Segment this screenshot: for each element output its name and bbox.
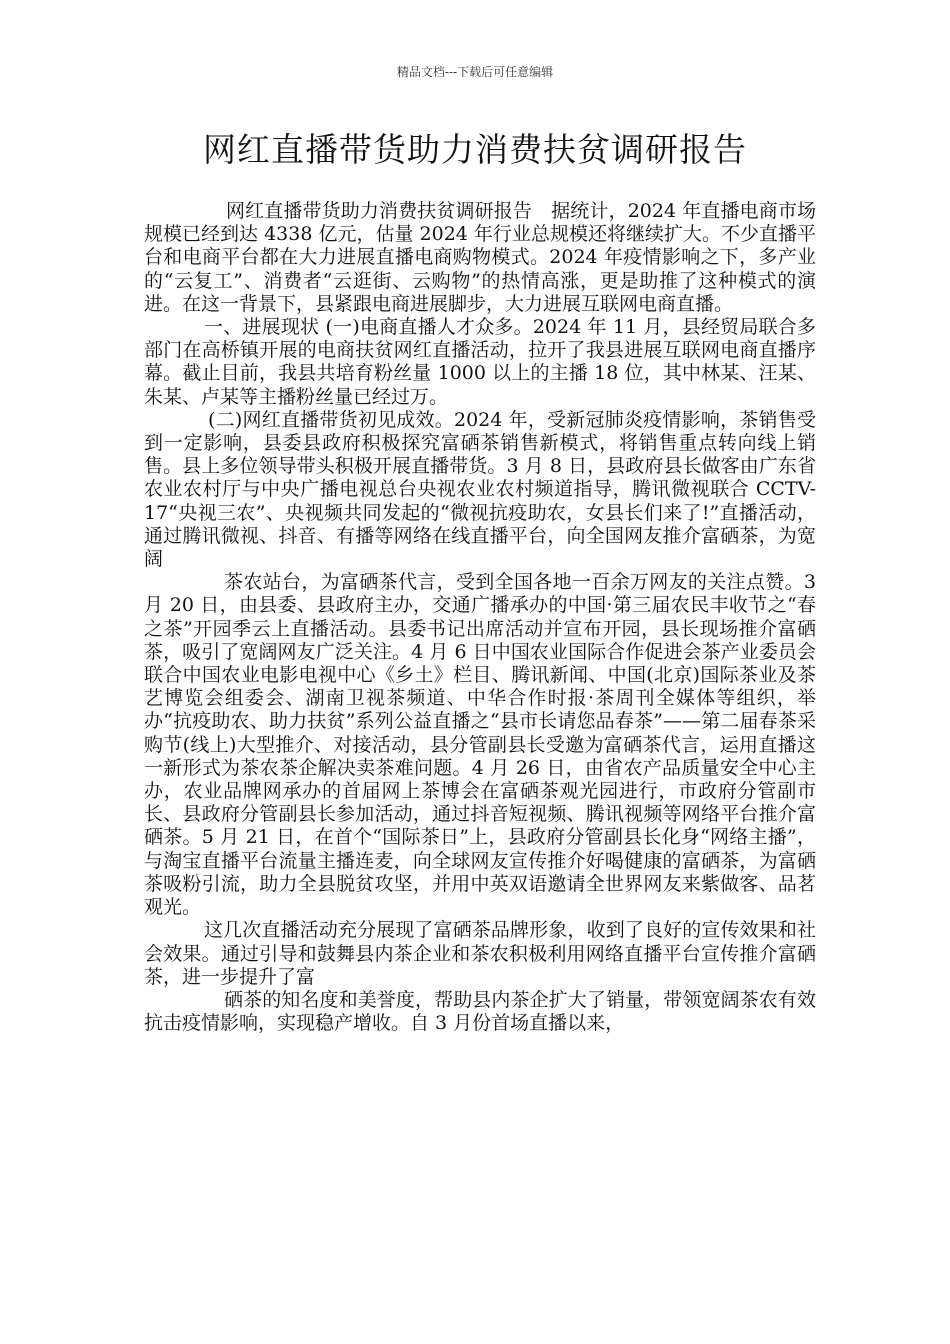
paragraph-effects: 这几次直播活动充分展现了富硒茶品牌形象，收到了良好的宣传效果和社会效果。通过引导和鼓舞县内茶企业和茶农积极利用网络直播平台宣传推介富硒茶，进一步提升了富 <box>144 919 816 988</box>
document-title: 网红直播带货助力消费扶贫调研报告 <box>203 130 747 169</box>
paragraph-intro: 网红直播带货助力消费扶贫调研报告 据统计，2024 年直播电商市场规模已经到达 4338 亿元，估量 2024 年行业总规模还将继续扩大。不少直播平台和电商平台都在大力进展直播电商购物模式。2024 年疫情影响之下，多产业的“云复工”、消费者“云逛街、云购物”的热情高涨，更是助推了这种模式的演进。在这一背景下，县紧跟电商进展脚步，大力进展互联网电商直播。 <box>144 200 816 315</box>
document-body <box>144 200 816 1035</box>
paragraph-status-talent: 一、进展现状 (一)电商直播人才众多。2024 年 11 月，县经贸局联合多部门在高桥镇开展的电商扶贫网红直播活动，拉开了我县进展互联网电商直播序幕。截止目前，我县共培育粉丝量 1000 以上的主播 18 位，其中林某、汪某、朱某、卢某等主播粉丝量已经过万。 <box>144 316 816 408</box>
paragraph-livestream-events: 茶农站台，为富硒茶代言，受到全国各地一百余万网友的关注点赞。3 月 20 日，由县委、县政府主办，交通广播承办的中国·第三届农民丰收节之“春之茶”开园季云上直播活动。县委书记出席活动并宣布开园，县长现场推介富硒茶，吸引了宽阔网友广泛关注。4 月 6 日中国农业国际合作促进会茶产业委员会联合中国农业电影电视中心《乡土》栏目、腾讯新闻、中国(北京)国际茶业及茶艺博览会组委会、湖南卫视茶频道、中华合作时报·茶周刊全媒体等组织，举办“抗疫助农、助力扶贫”系列公益直播之“县市长请您品春茶”——第二届春茶采购节(线上)大型推介、对接活动，县分管副县长受邀为富硒茶代言，运用直播这一新形式为茶农茶企解决卖茶难问题。4 月 26 日，由省农产品质量安全中心主办，农业品牌网承办的首届网上茶博会在富硒茶观光园进行，市政府分管副市长、县政府分管副县长参加活动，通过抖音短视频、腾讯视频等网络平台推介富硒茶。5 月 21 日，在首个“国际茶日”上，县政府分管副县长化身“网络主播”，与淘宝直播平台流量主播连麦，向全球网友宣传推介好喝健康的富硒茶，为富硒茶吸粉引流，助力全县脱贫攻坚，并用中英双语邀请全世界网友来紫做客、品茗观光。 <box>144 571 816 919</box>
paragraph-initial-results: (二)网红直播带货初见成效。2024 年，受新冠肺炎疫情影响，茶销售受到一定影响，县委县政府积极探究富硒茶销售新模式，将销售重点转向线上销售。县上多位领导带头积极开展直播带货。3 月 8 日，县政府县长做客由广东省农业农村厅与中央广播电视总台央视农业农村频道指导，腾讯微视联合 CCTV-17“央视三农”、央视频共同发起的“微视抗疫助农，女县长们来了!”直播活动，通过腾讯微视、抖音、有播等网络在线直播平台，向全国网友推介富硒茶，为宽阔 <box>144 408 816 571</box>
page-header: 精品文档---下载后可任意编辑 <box>396 65 554 79</box>
paragraph-continued: 硒茶的知名度和美誉度，帮助县内茶企扩大了销量，带领宽阔茶农有效抗击疫情影响，实现稳产增收。自 3 月份首场直播以来， <box>144 988 816 1035</box>
